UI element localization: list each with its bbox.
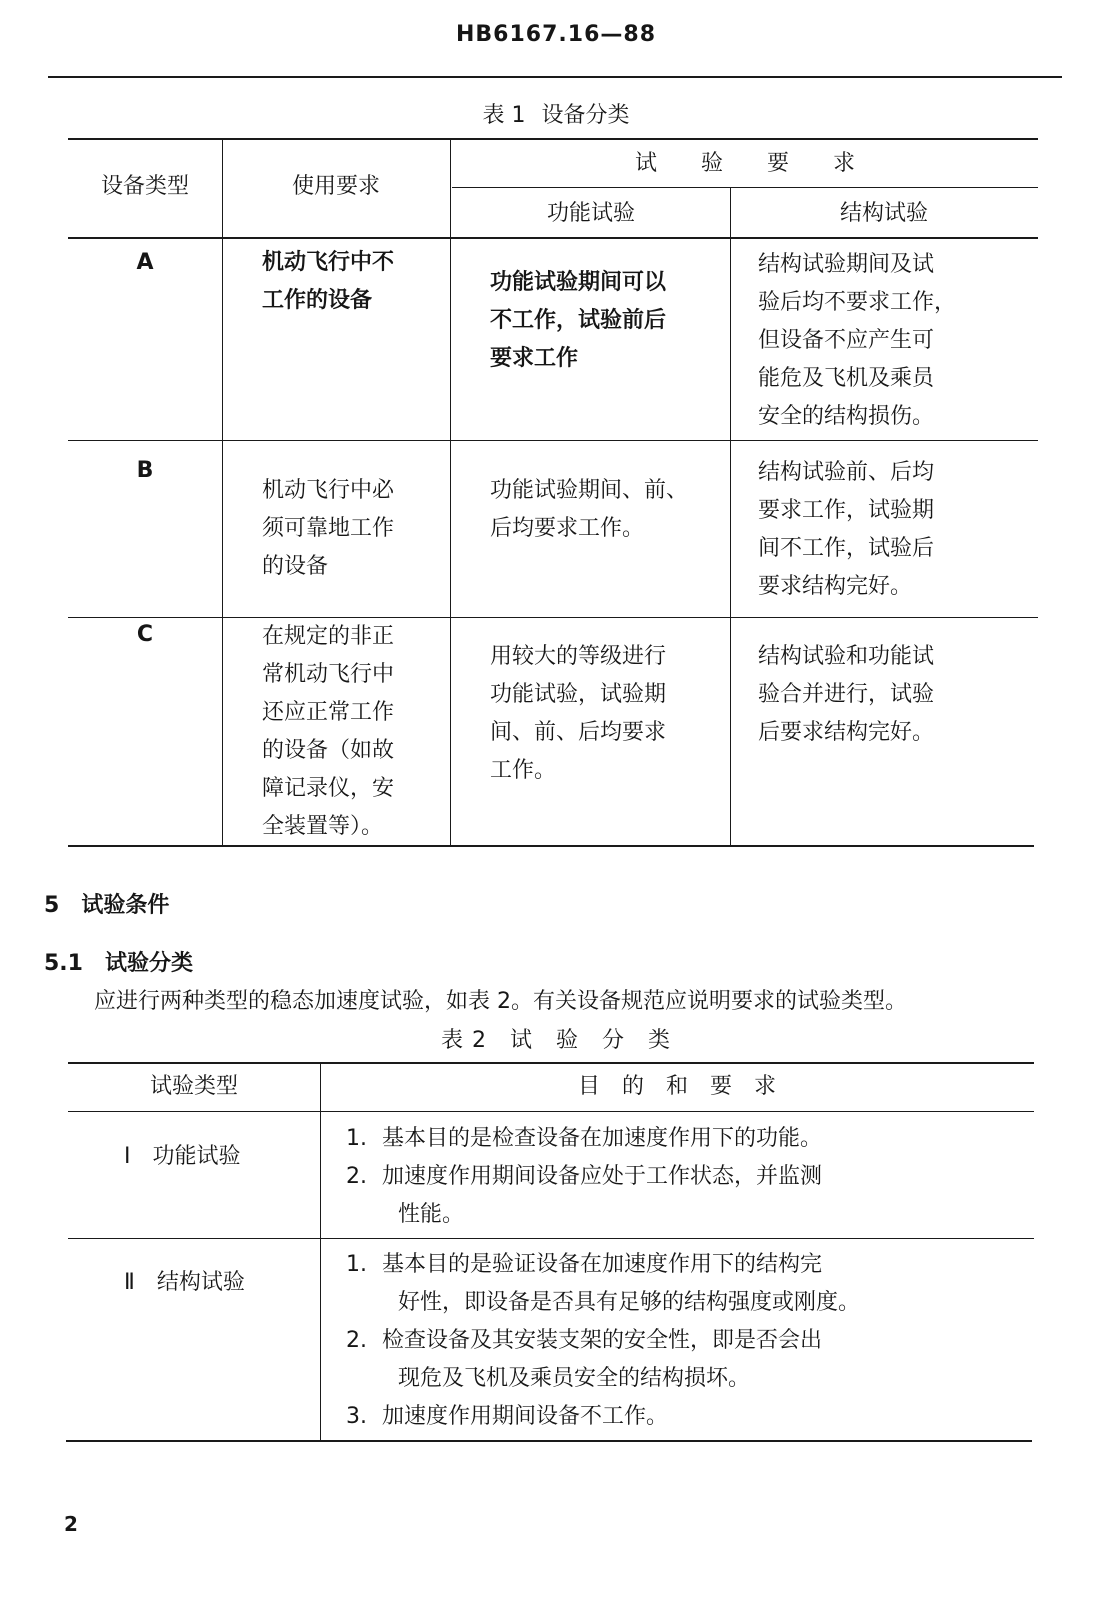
text-line: 机动飞行中不 — [262, 250, 395, 275]
table2-top-rule — [68, 1062, 1034, 1064]
text-line: 障记录仪，安 — [262, 776, 395, 801]
table2-row-2-item-3 — [346, 1398, 668, 1436]
table1-top-rule — [68, 138, 1038, 140]
table2-caption: 表 2 试 验 分 类 — [441, 1028, 671, 1053]
table2-bottom-rule — [66, 1440, 1032, 1442]
table1-col-rule-3 — [730, 188, 731, 846]
section-5-1-paragraph: 应进行两种类型的稳态加速度试验，如表 2。有关设备规范应说明要求的试验类型。 — [94, 989, 907, 1014]
table1-header-subrule — [452, 187, 1038, 188]
section-title: 试验分类 — [104, 951, 193, 976]
text-line: 安全的结构损伤。 — [758, 404, 935, 429]
header-rule — [48, 76, 1062, 78]
table1-row-b-type: B — [136, 458, 154, 483]
text-line: 功能试验期间、前、 — [490, 478, 689, 503]
item-text-continued: 好性，即设备是否具有足够的结构强度或刚度。 — [398, 1290, 861, 1315]
table1-row-c-use — [262, 618, 394, 846]
table2-row-1-item-2 — [346, 1158, 822, 1234]
text-line: 工作。 — [490, 758, 557, 783]
text-line: 要求工作，试验期 — [758, 498, 935, 523]
item-text-continued: 现危及飞机及乘员安全的结构损坏。 — [398, 1366, 751, 1391]
text-line: 须可靠地工作 — [262, 516, 395, 541]
text-line: 结构试验和功能试 — [758, 644, 935, 669]
table2-col-rule — [320, 1062, 321, 1442]
table1-row-rule-1 — [68, 440, 1038, 441]
item-number: 3. — [346, 1404, 367, 1429]
item-number: 2. — [346, 1328, 367, 1353]
table1-row-b-use — [262, 472, 394, 586]
table1-row-a-functional — [490, 264, 666, 378]
table1-row-a-type: A — [136, 250, 154, 275]
text-line: 全装置等）。 — [262, 814, 384, 839]
table1-row-c-type: C — [136, 622, 154, 647]
text-line: 的设备 — [262, 554, 329, 579]
table2-header-type: 试验类型 — [149, 1074, 238, 1099]
table2-header-rule — [68, 1111, 1034, 1112]
item-text: 加速度作用期间设备不工作。 — [382, 1404, 669, 1429]
table1-caption-number: 表 1 — [482, 103, 526, 128]
text-line: 功能试验，试验期 — [490, 682, 667, 707]
item-text: 基本目的是检查设备在加速度作用下的功能。 — [382, 1126, 823, 1151]
table1-col-rule-2 — [450, 138, 451, 846]
text-line: 要求工作 — [490, 346, 579, 371]
table1-header-type: 设备类型 — [100, 174, 189, 199]
table1-bottom-rule — [68, 845, 1034, 847]
text-line: 验后均不要求工作， — [758, 290, 957, 315]
text-line: 间不工作，试验后 — [758, 536, 935, 561]
table2-row-1-item-1 — [346, 1120, 822, 1158]
text-line: 后均要求工作。 — [490, 516, 645, 541]
section-title: 试验条件 — [81, 893, 170, 918]
table1-row-a-use — [262, 244, 394, 320]
table2-row-2-type: Ⅱ 结构试验 — [124, 1270, 245, 1295]
item-number: 1. — [346, 1126, 367, 1151]
item-text: 检查设备及其安装支架的安全性，即是否会出 — [382, 1328, 823, 1353]
table2-header-purpose: 目 的 和 要 求 — [577, 1074, 776, 1099]
table2-row-rule — [68, 1238, 1034, 1239]
table1-header-use: 使用要求 — [291, 174, 380, 199]
text-line: 间、前、后均要求 — [490, 720, 667, 745]
text-line: 能危及飞机及乘员 — [758, 366, 935, 391]
item-number: 2. — [346, 1164, 367, 1189]
table2-row-1-type: Ⅰ 功能试验 — [124, 1144, 241, 1169]
text-line: 功能试验期间可以 — [490, 270, 667, 295]
text-line: 还应正常工作 — [262, 700, 395, 725]
text-line: 用较大的等级进行 — [490, 644, 667, 669]
text-line: 结构试验期间及试 — [758, 252, 935, 277]
text-line: 的设备（如故 — [262, 738, 395, 763]
table1-header-test: 试 验 要 求 — [634, 151, 855, 176]
text-line: 要求结构完好。 — [758, 574, 913, 599]
table1-row-c-structural — [758, 638, 934, 752]
text-line: 工作的设备 — [262, 288, 373, 313]
section-number: 5 — [44, 893, 60, 918]
table2-row-2-item-2 — [346, 1322, 822, 1398]
text-line: 机动飞行中必 — [262, 478, 395, 503]
item-text: 基本目的是验证设备在加速度作用下的结构完 — [382, 1252, 823, 1277]
table1-header-rule — [68, 237, 1038, 239]
text-line: 常机动飞行中 — [262, 662, 395, 687]
table1-col-rule-1 — [222, 138, 223, 846]
table1-row-a-structural — [758, 246, 956, 436]
text-line: 验合并进行，试验 — [758, 682, 935, 707]
section-5-1-heading — [44, 946, 193, 977]
table1-row-c-functional — [490, 638, 666, 790]
table1-header-functional: 功能试验 — [546, 201, 635, 226]
section-number: 5.1 — [44, 951, 83, 976]
text-line: 结构试验前、后均 — [758, 460, 935, 485]
text-line: 不工作，试验前后 — [490, 308, 667, 333]
document-code: HB6167.16—88 — [456, 22, 656, 47]
page-number: 2 — [64, 1512, 78, 1536]
text-line: 但设备不应产生可 — [758, 328, 935, 353]
section-5-heading — [44, 888, 169, 919]
item-text: 加速度作用期间设备应处于工作状态，并监测 — [382, 1164, 823, 1189]
table1-row-b-structural — [758, 454, 934, 606]
text-line: 后要求结构完好。 — [758, 720, 935, 745]
table1-caption-title: 设备分类 — [541, 103, 630, 128]
table1-row-b-functional — [490, 472, 688, 548]
table1-caption — [0, 98, 1112, 129]
item-number: 1. — [346, 1252, 367, 1277]
table1-header-structural: 结构试验 — [839, 201, 928, 226]
table2-row-2-item-1 — [346, 1246, 860, 1322]
item-text-continued: 性能。 — [398, 1202, 465, 1227]
text-line: 在规定的非正 — [262, 624, 395, 649]
